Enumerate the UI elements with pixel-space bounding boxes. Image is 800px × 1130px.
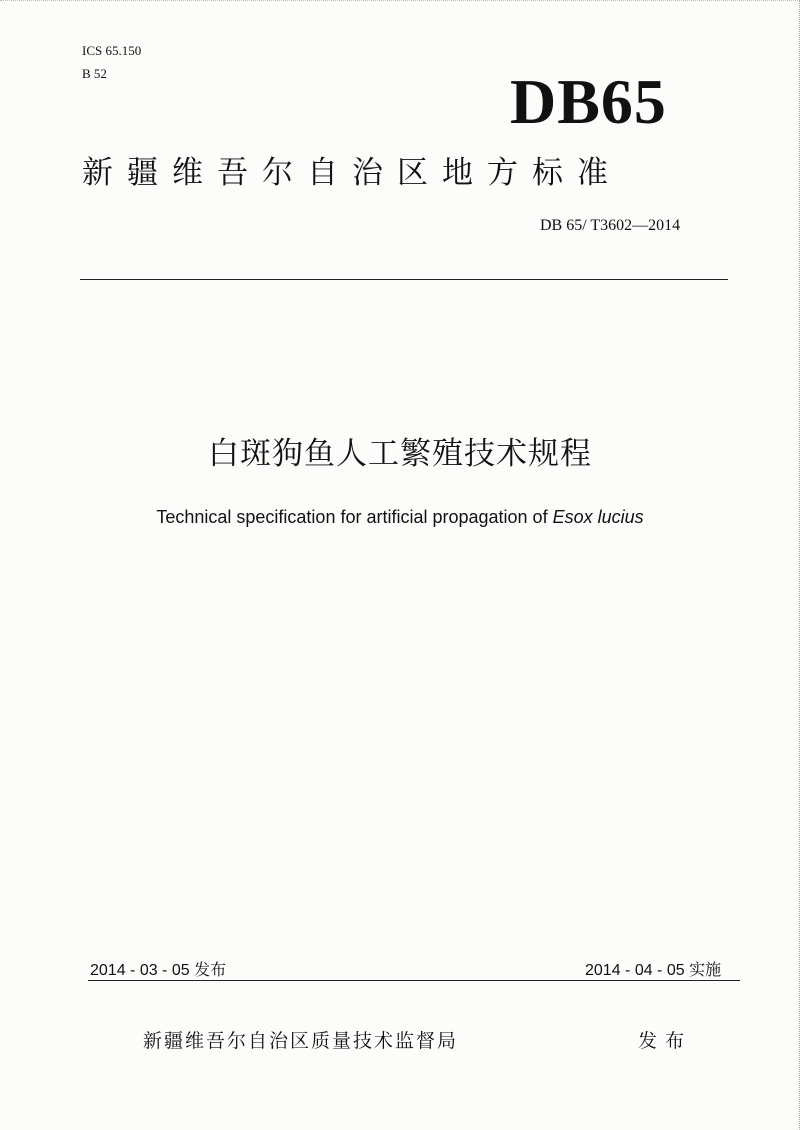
scan-top-edge bbox=[0, 0, 800, 4]
title-english-species: Esox lucius bbox=[552, 507, 644, 527]
header-divider bbox=[80, 279, 728, 280]
title-chinese: 白斑狗鱼人工繁殖技术规程 bbox=[208, 436, 592, 472]
title-english bbox=[0, 506, 800, 528]
issuer-action-label: 发布 bbox=[638, 1030, 693, 1052]
issue-date: 2014 - 03 - 05 发布 bbox=[90, 962, 227, 979]
db65-logo: DB65 bbox=[510, 66, 667, 137]
ics-code: ICS 65.150 bbox=[82, 43, 142, 58]
issuing-authority: 新疆维吾尔自治区质量技术监督局 bbox=[143, 1030, 459, 1052]
title-english-prefix: Technical specification for artificial propagation of bbox=[156, 507, 553, 527]
classification-code: B 52 bbox=[82, 66, 107, 81]
implementation-date: 2014 - 04 - 05 实施 bbox=[585, 962, 722, 979]
standard-type-heading: 新疆维吾尔自治区地方标准 bbox=[82, 155, 622, 191]
standard-number: DB 65/ T3602—2014 bbox=[540, 217, 681, 234]
footer-divider bbox=[88, 980, 740, 981]
